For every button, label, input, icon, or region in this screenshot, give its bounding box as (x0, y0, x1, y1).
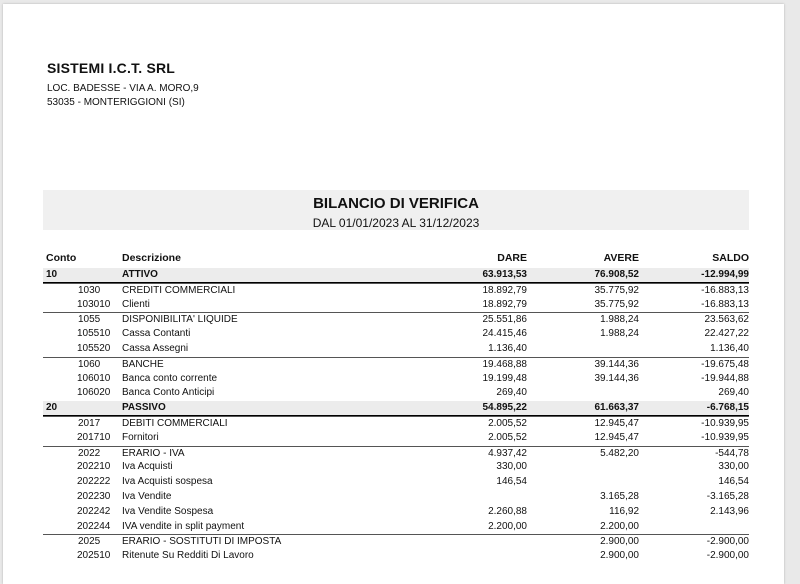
table-row (43, 342, 749, 357)
ledger-table (43, 268, 749, 564)
table-row (43, 505, 749, 520)
account-description: Iva Acquisti (122, 461, 173, 473)
company-name: SISTEMI I.C.T. SRL (47, 60, 176, 76)
account-description: ERARIO - SOSTITUTI DI IMPOSTA (122, 536, 282, 548)
saldo-value: -19.944,88 (701, 372, 749, 384)
report-page (3, 4, 784, 584)
table-row (43, 534, 749, 549)
saldo-value: -19.675,48 (701, 358, 749, 370)
report-period: DAL 01/01/2023 AL 31/12/2023 (312, 216, 480, 230)
account-code: 2022 (78, 447, 101, 459)
dare-value: 330,00 (496, 461, 527, 473)
avere-value: 35.775,92 (594, 298, 639, 310)
dare-value: 2.200,00 (488, 520, 527, 532)
report-title: BILANCIO DI VERIFICA (313, 195, 479, 212)
header-dare: DARE (497, 252, 527, 264)
account-description: Iva Vendite Sospesa (122, 505, 214, 517)
account-code: 201710 (77, 431, 111, 443)
avere-value: 76.908,52 (594, 269, 639, 280)
dare-value: 18.892,79 (482, 284, 527, 296)
dare-value: 63.913,53 (482, 269, 527, 280)
account-description: Fornitori (122, 431, 159, 443)
account-code: 202510 (77, 550, 111, 562)
saldo-value: 269,40 (718, 387, 749, 399)
saldo-value: -544,78 (715, 447, 749, 459)
table-row (43, 268, 749, 283)
avere-value: 35.775,92 (594, 284, 639, 296)
saldo-value: -16.883,13 (701, 284, 749, 296)
table-row (43, 386, 749, 401)
dare-value: 54.895,22 (482, 402, 527, 414)
table-row (43, 460, 749, 475)
table-row (43, 312, 749, 327)
account-code: 2017 (78, 417, 101, 429)
table-row (43, 327, 749, 342)
table-row (43, 416, 749, 431)
account-description: Iva Acquisti sospesa (122, 476, 213, 488)
dare-value: 24.415,46 (482, 328, 527, 340)
account-code: 1030 (78, 284, 101, 296)
avere-value: 3.165,28 (600, 490, 639, 502)
dare-value: 1.136,40 (488, 342, 527, 354)
saldo-value: -12.994,99 (701, 269, 749, 280)
dare-value: 19.468,88 (482, 358, 527, 370)
account-code: 20 (46, 402, 58, 414)
account-code: 106020 (77, 387, 111, 399)
account-description: PASSIVO (122, 402, 166, 414)
account-code: 105510 (77, 328, 111, 340)
saldo-value: 2.143,96 (710, 505, 749, 517)
company-city: 53035 - MONTERIGGIONI (SI) (47, 97, 185, 108)
table-row (43, 283, 749, 298)
header-descrizione: Descrizione (122, 252, 181, 264)
account-description: CREDITI COMMERCIALI (122, 284, 236, 296)
avere-value: 2.200,00 (600, 520, 639, 532)
account-description: Iva Vendite (122, 490, 172, 502)
avere-value: 1.988,24 (600, 328, 639, 340)
avere-value: 12.945,47 (594, 417, 639, 429)
header-saldo: SALDO (712, 252, 749, 264)
avere-value: 1.988,24 (600, 314, 639, 326)
account-code: 106010 (77, 372, 111, 384)
saldo-value: 1.136,40 (710, 342, 749, 354)
saldo-value: 330,00 (718, 461, 749, 473)
saldo-value: -16.883,13 (701, 298, 749, 310)
avere-value: 39.144,36 (594, 358, 639, 370)
table-row (43, 520, 749, 535)
account-description: IVA vendite in split payment (122, 520, 245, 532)
dare-value: 269,40 (496, 387, 527, 399)
header-avere: AVERE (603, 252, 639, 264)
avere-value: 61.663,37 (594, 402, 639, 414)
dare-value: 4.937,42 (488, 447, 527, 459)
dare-value: 2.005,52 (488, 417, 527, 429)
saldo-value: -6.768,15 (706, 402, 749, 414)
saldo-value: 22.427,22 (704, 328, 749, 340)
dare-value: 146,54 (496, 476, 527, 488)
account-code: 10 (46, 269, 58, 280)
account-code: 202222 (77, 476, 111, 488)
table-row (43, 401, 749, 416)
account-description: Ritenute Su Redditi Di Lavoro (122, 550, 254, 562)
header-conto: Conto (46, 252, 77, 264)
avere-value: 2.900,00 (600, 550, 639, 562)
avere-value: 116,92 (609, 505, 639, 517)
company-address: LOC. BADESSE - VIA A. MORO,9 (47, 83, 199, 94)
dare-value: 19.199,48 (482, 372, 527, 384)
avere-value: 2.900,00 (600, 536, 639, 548)
table-row (43, 372, 749, 387)
account-description: Clienti (122, 298, 150, 310)
account-code: 1055 (78, 314, 101, 326)
table-header (43, 250, 749, 269)
avere-value: 5.482,20 (600, 447, 639, 459)
account-code: 202244 (77, 520, 111, 532)
account-code: 105520 (77, 342, 111, 354)
saldo-value: 146,54 (718, 476, 749, 488)
account-description: DEBITI COMMERCIALI (122, 417, 228, 429)
account-code: 103010 (77, 298, 111, 310)
account-code: 202210 (77, 461, 111, 473)
table-row (43, 357, 749, 372)
table-row (43, 431, 749, 446)
table-row (43, 490, 749, 505)
account-description: Cassa Contanti (122, 328, 191, 340)
account-code: 2025 (78, 536, 101, 548)
saldo-value: 23.563,62 (704, 314, 749, 326)
dare-value: 25.551,86 (482, 314, 527, 326)
account-description: ERARIO - IVA (122, 447, 185, 459)
table-row (43, 446, 749, 461)
saldo-value: -10.939,95 (701, 417, 749, 429)
report-title-band (43, 190, 749, 230)
saldo-value: -2.900,00 (706, 550, 749, 562)
avere-value: 39.144,36 (594, 372, 639, 384)
account-description: Banca Conto Anticipi (122, 387, 215, 399)
account-code: 202242 (77, 505, 111, 517)
dare-value: 2.260,88 (488, 505, 527, 517)
account-description: DISPONIBILITA' LIQUIDE (122, 314, 238, 326)
company-header (47, 60, 199, 110)
saldo-value: -2.900,00 (706, 536, 749, 548)
account-code: 202230 (77, 490, 111, 502)
table-row (43, 475, 749, 490)
account-description: Banca conto corrente (122, 372, 218, 384)
saldo-value: -10.939,95 (701, 431, 749, 443)
avere-value: 12.945,47 (594, 431, 639, 443)
account-description: BANCHE (122, 358, 164, 370)
table-row (43, 298, 749, 313)
saldo-value: -3.165,28 (706, 490, 749, 502)
dare-value: 18.892,79 (482, 298, 527, 310)
dare-value: 2.005,52 (488, 431, 527, 443)
account-code: 1060 (78, 358, 101, 370)
account-description: ATTIVO (122, 269, 158, 280)
account-description: Cassa Assegni (122, 342, 189, 354)
